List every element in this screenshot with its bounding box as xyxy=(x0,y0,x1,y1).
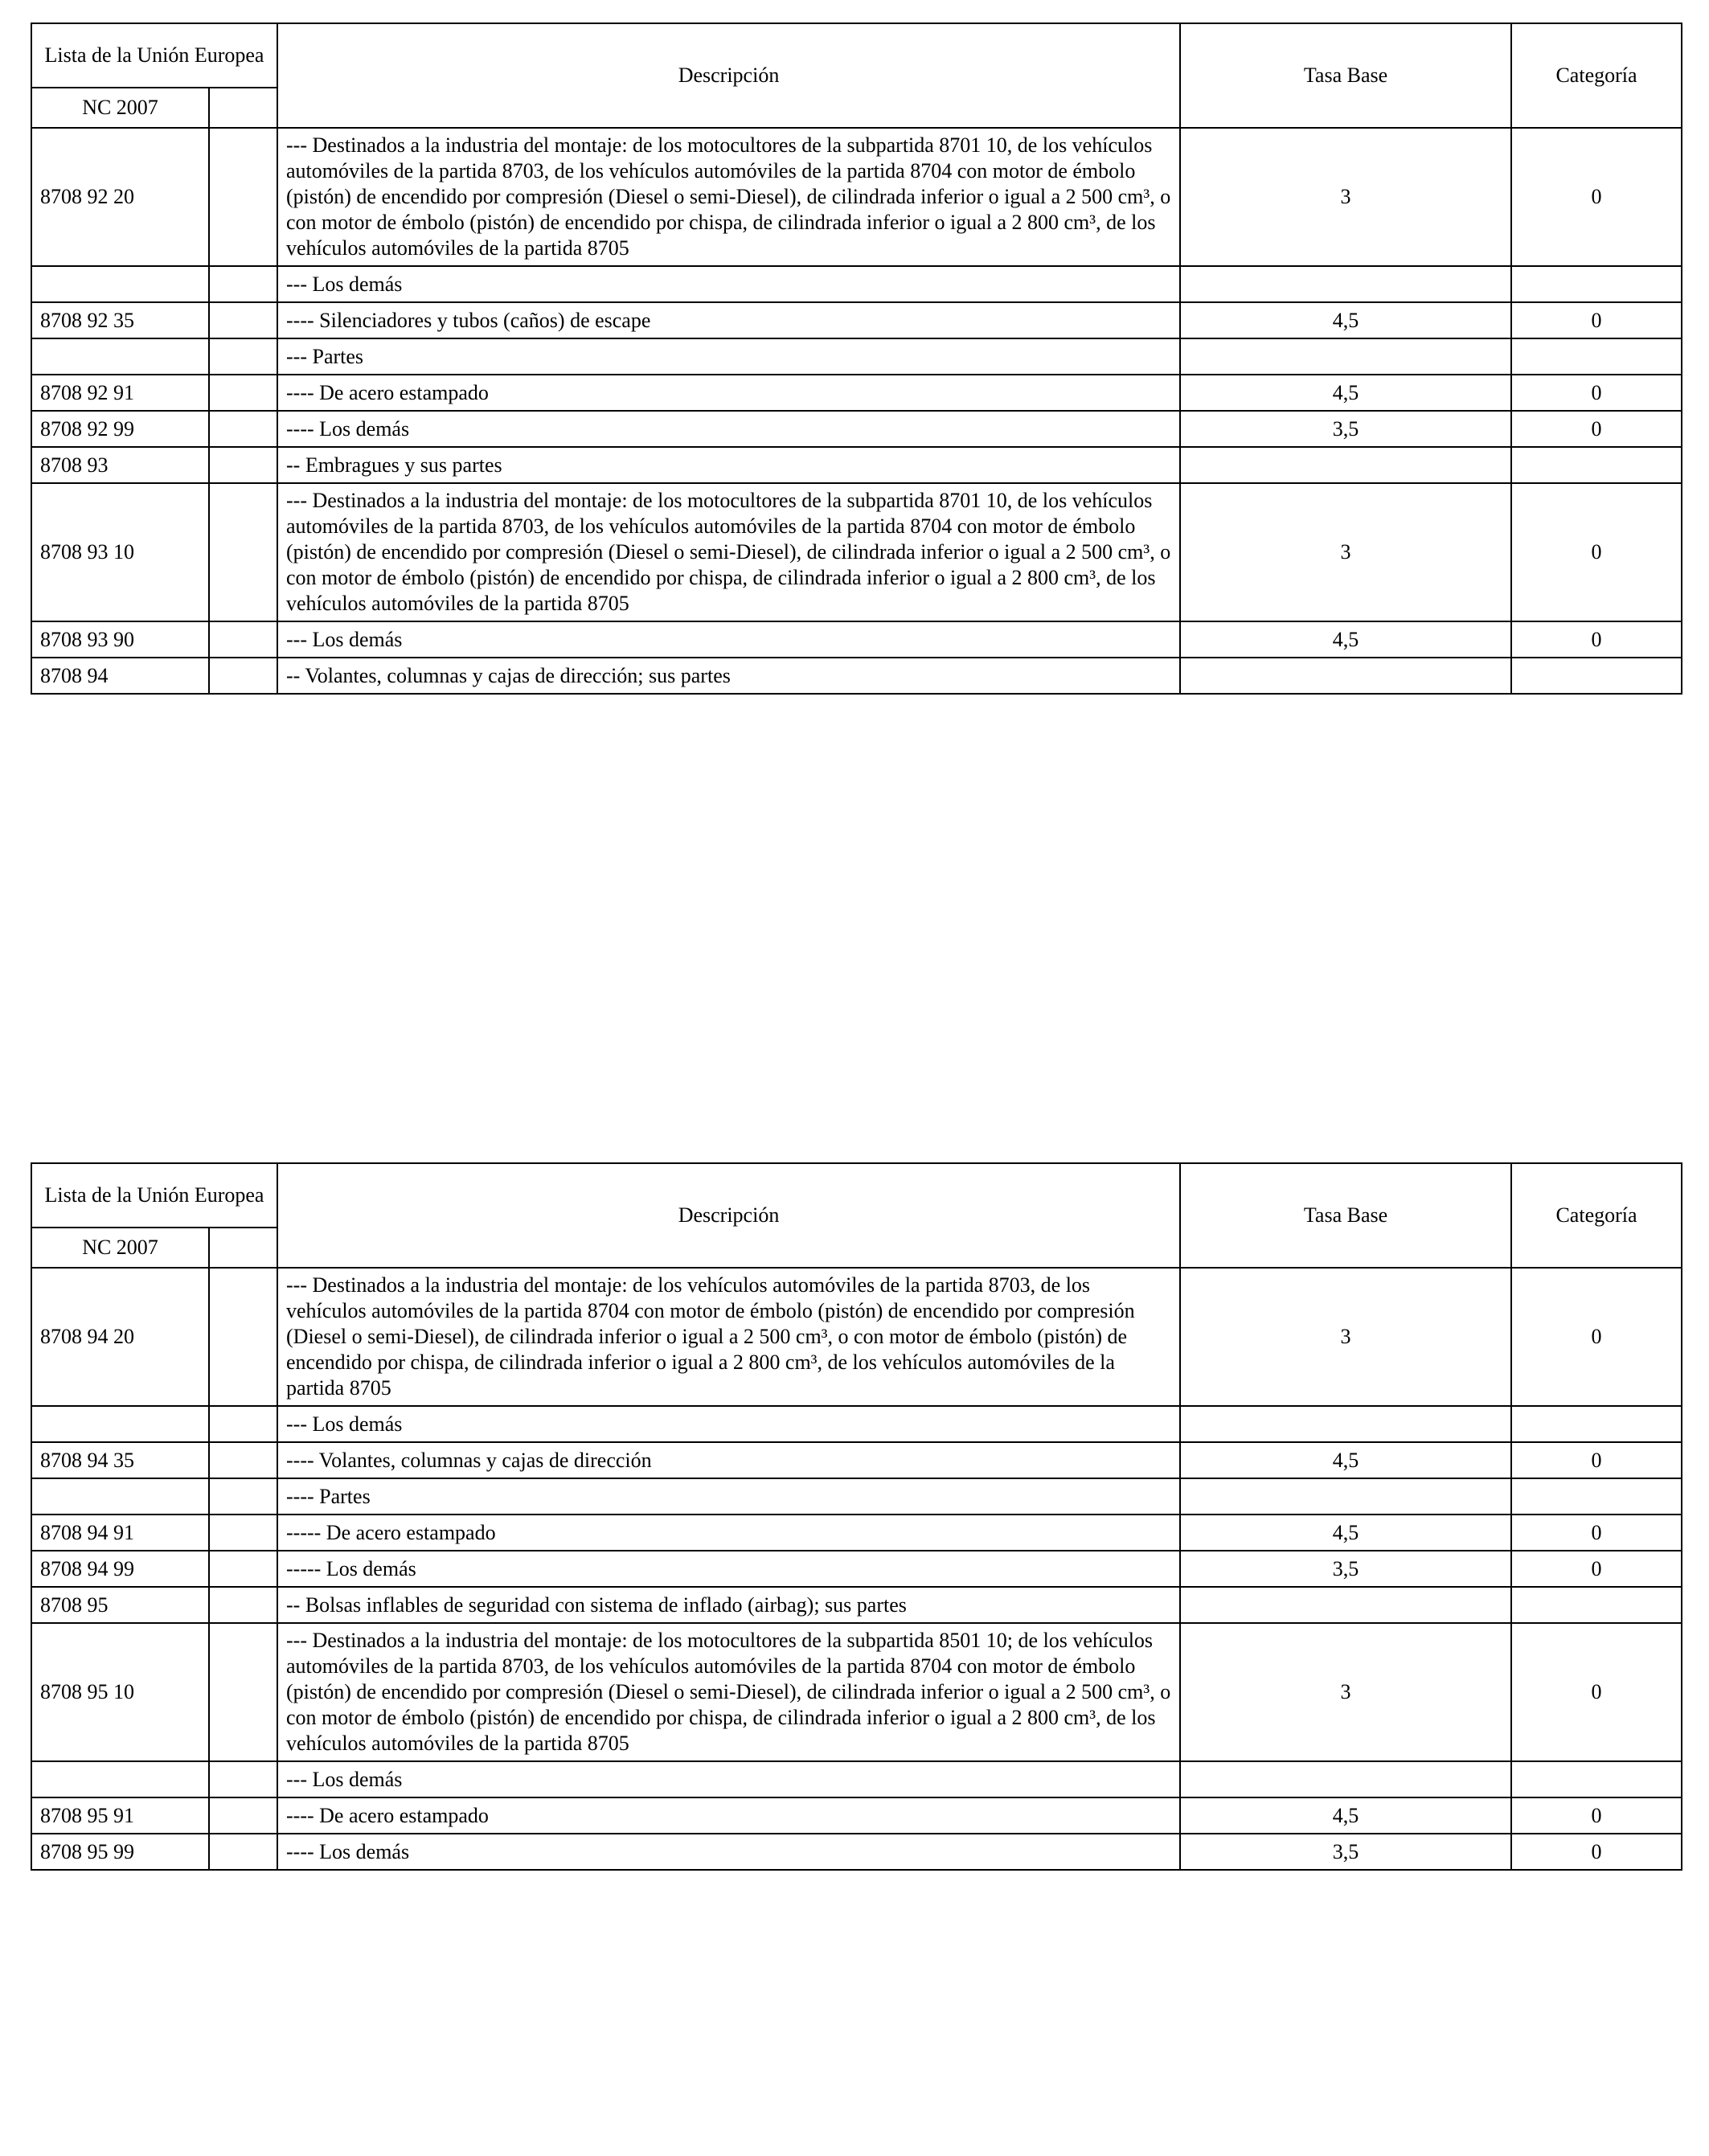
base-rate: 3,5 xyxy=(1180,1551,1511,1587)
nc-code: 8708 92 91 xyxy=(31,375,209,411)
nc-code xyxy=(31,1478,209,1515)
blank-cell xyxy=(209,1761,277,1797)
blank-cell xyxy=(209,658,277,694)
table-row xyxy=(31,375,1682,411)
table-row xyxy=(31,1478,1682,1515)
description: ---- Volantes, columnas y cajas de dirección xyxy=(277,1442,1180,1478)
blank-cell xyxy=(209,483,277,621)
description-header: Descripción xyxy=(277,1163,1180,1268)
blank-cell xyxy=(209,447,277,483)
description: --- Los demás xyxy=(277,621,1180,658)
blank-header-cell xyxy=(209,88,277,128)
base-rate: 3,5 xyxy=(1180,1834,1511,1870)
category xyxy=(1511,658,1682,694)
description: ----- Los demás xyxy=(277,1551,1180,1587)
description: ---- De acero estampado xyxy=(277,375,1180,411)
eu-list-header: Lista de la Unión Europea xyxy=(31,23,277,88)
table-row xyxy=(31,1551,1682,1587)
table-row xyxy=(31,1406,1682,1442)
category: 0 xyxy=(1511,1551,1682,1587)
blank-cell xyxy=(209,302,277,338)
eu-list-header: Lista de la Unión Europea xyxy=(31,1163,277,1228)
category-header: Categoría xyxy=(1511,23,1682,128)
category: 0 xyxy=(1511,302,1682,338)
base-rate: 4,5 xyxy=(1180,1515,1511,1551)
table-row xyxy=(31,621,1682,658)
base-rate: 3,5 xyxy=(1180,411,1511,447)
nc-code: 8708 94 99 xyxy=(31,1551,209,1587)
nc-code: 8708 93 xyxy=(31,447,209,483)
blank-cell xyxy=(209,375,277,411)
base-rate xyxy=(1180,447,1511,483)
blank-cell xyxy=(209,1551,277,1587)
blank-cell xyxy=(209,1268,277,1406)
description: --- Partes xyxy=(277,338,1180,375)
table-row xyxy=(31,302,1682,338)
description: --- Destinados a la industria del montaje: de los vehículos automóviles de la partida 8703, de los vehículos automóviles de la partida 8704 con motor de émbolo (pistón) de encendido por compresión (Diesel o semi-Diesel), de cilindrada inferior o igual a 2 500 cm³, o con motor de émbolo (pistón) de encendido por chispa, de cilindrada inferior o igual a 2 800 cm³, de los vehículos automóviles de la partida 8705 xyxy=(277,1268,1180,1406)
nc-code: 8708 92 99 xyxy=(31,411,209,447)
description: ---- Silenciadores y tubos (caños) de escape xyxy=(277,302,1180,338)
description: -- Volantes, columnas y cajas de dirección; sus partes xyxy=(277,658,1180,694)
base-rate: 4,5 xyxy=(1180,621,1511,658)
category xyxy=(1511,447,1682,483)
nc-code xyxy=(31,338,209,375)
base-rate-header: Tasa Base xyxy=(1180,1163,1511,1268)
category xyxy=(1511,1761,1682,1797)
blank-header-cell xyxy=(209,1228,277,1268)
description-header: Descripción xyxy=(277,23,1180,128)
category: 0 xyxy=(1511,1834,1682,1870)
tariff-table-2 xyxy=(31,1162,1682,1871)
nc-code: 8708 94 91 xyxy=(31,1515,209,1551)
blank-cell xyxy=(209,1797,277,1834)
table-body xyxy=(31,128,1682,694)
table-row xyxy=(31,483,1682,621)
category: 0 xyxy=(1511,1442,1682,1478)
description: -- Embragues y sus partes xyxy=(277,447,1180,483)
nc-code: 8708 93 90 xyxy=(31,621,209,658)
blank-cell xyxy=(209,1834,277,1870)
table-header xyxy=(31,23,1682,128)
base-rate xyxy=(1180,338,1511,375)
category: 0 xyxy=(1511,375,1682,411)
base-rate: 3 xyxy=(1180,483,1511,621)
description: -- Bolsas inflables de seguridad con sistema de inflado (airbag); sus partes xyxy=(277,1587,1180,1623)
nc-2007-header: NC 2007 xyxy=(31,88,209,128)
base-rate: 4,5 xyxy=(1180,375,1511,411)
category xyxy=(1511,338,1682,375)
category: 0 xyxy=(1511,621,1682,658)
description: ---- Los demás xyxy=(277,1834,1180,1870)
table-body xyxy=(31,1268,1682,1870)
nc-code xyxy=(31,1406,209,1442)
blank-cell xyxy=(209,128,277,266)
category: 0 xyxy=(1511,1515,1682,1551)
nc-code xyxy=(31,266,209,302)
description: ---- De acero estampado xyxy=(277,1797,1180,1834)
category: 0 xyxy=(1511,483,1682,621)
description: --- Los demás xyxy=(277,266,1180,302)
blank-cell xyxy=(209,1478,277,1515)
category: 0 xyxy=(1511,1797,1682,1834)
table-row xyxy=(31,1623,1682,1761)
table-row xyxy=(31,128,1682,266)
nc-code: 8708 95 91 xyxy=(31,1797,209,1834)
base-rate xyxy=(1180,1406,1511,1442)
table-row xyxy=(31,411,1682,447)
category: 0 xyxy=(1511,411,1682,447)
table-row xyxy=(31,658,1682,694)
description: --- Los demás xyxy=(277,1761,1180,1797)
base-rate: 3 xyxy=(1180,1623,1511,1761)
description: --- Destinados a la industria del montaje: de los motocultores de la subpartida 8701 10, de los vehículos automóviles de la partida 8703, de los vehículos automóviles de la partida 8704 con motor de émbolo (pistón) de encendido por compresión (Diesel o semi-Diesel), de cilindrada inferior o igual a 2 500 cm³, o con motor de émbolo (pistón) de encendido por chispa, de cilindrada inferior o igual a 2 800 cm³, de los vehículos automóviles de la partida 8705 xyxy=(277,483,1180,621)
blank-cell xyxy=(209,411,277,447)
table-row xyxy=(31,447,1682,483)
nc-code xyxy=(31,1761,209,1797)
base-rate: 4,5 xyxy=(1180,302,1511,338)
nc-code: 8708 95 10 xyxy=(31,1623,209,1761)
table-row xyxy=(31,1442,1682,1478)
table-row xyxy=(31,1515,1682,1551)
description: ---- Los demás xyxy=(277,411,1180,447)
base-rate xyxy=(1180,1587,1511,1623)
category: 0 xyxy=(1511,128,1682,266)
category xyxy=(1511,266,1682,302)
table-row xyxy=(31,338,1682,375)
nc-code: 8708 95 99 xyxy=(31,1834,209,1870)
table-row xyxy=(31,266,1682,302)
base-rate: 3 xyxy=(1180,1268,1511,1406)
blank-cell xyxy=(209,1587,277,1623)
blank-cell xyxy=(209,1515,277,1551)
category: 0 xyxy=(1511,1268,1682,1406)
base-rate: 4,5 xyxy=(1180,1442,1511,1478)
nc-code: 8708 92 35 xyxy=(31,302,209,338)
base-rate xyxy=(1180,658,1511,694)
base-rate xyxy=(1180,266,1511,302)
nc-2007-header: NC 2007 xyxy=(31,1228,209,1268)
description: --- Los demás xyxy=(277,1406,1180,1442)
nc-code: 8708 94 xyxy=(31,658,209,694)
base-rate: 4,5 xyxy=(1180,1797,1511,1834)
category xyxy=(1511,1478,1682,1515)
description: ---- Partes xyxy=(277,1478,1180,1515)
description: --- Destinados a la industria del montaje: de los motocultores de la subpartida 8701 10, de los vehículos automóviles de la partida 8703, de los vehículos automóviles de la partida 8704 con motor de émbolo (pistón) de encendido por compresión (Diesel o semi-Diesel), de cilindrada inferior o igual a 2 500 cm³, o con motor de émbolo (pistón) de encendido por chispa, de cilindrada inferior o igual a 2 800 cm³, de los vehículos automóviles de la partida 8705 xyxy=(277,128,1180,266)
table-header xyxy=(31,1163,1682,1268)
description: ----- De acero estampado xyxy=(277,1515,1180,1551)
category: 0 xyxy=(1511,1623,1682,1761)
base-rate-header: Tasa Base xyxy=(1180,23,1511,128)
description: --- Destinados a la industria del montaje: de los motocultores de la subpartida 8501 10; de los vehículos automóviles de la partida 8703, de los vehículos automóviles de la partida 8704 con motor de émbolo (pistón) de encendido por compresión (Diesel o semi-Diesel), de cilindrada inferior o igual a 2 500 cm³, o con motor de émbolo (pistón) de encendido por chispa, de cilindrada inferior o igual a 2 800 cm³, de los vehículos automóviles de la partida 8705 xyxy=(277,1623,1180,1761)
base-rate: 3 xyxy=(1180,128,1511,266)
table-row xyxy=(31,1834,1682,1870)
table-row xyxy=(31,1797,1682,1834)
table-row xyxy=(31,1268,1682,1406)
category-header: Categoría xyxy=(1511,1163,1682,1268)
nc-code: 8708 94 35 xyxy=(31,1442,209,1478)
base-rate xyxy=(1180,1478,1511,1515)
nc-code: 8708 95 xyxy=(31,1587,209,1623)
blank-cell xyxy=(209,621,277,658)
nc-code: 8708 93 10 xyxy=(31,483,209,621)
category xyxy=(1511,1406,1682,1442)
blank-cell xyxy=(209,338,277,375)
blank-cell xyxy=(209,1442,277,1478)
blank-cell xyxy=(209,1406,277,1442)
tariff-table-1 xyxy=(31,23,1682,695)
base-rate xyxy=(1180,1761,1511,1797)
blank-cell xyxy=(209,1623,277,1761)
blank-cell xyxy=(209,266,277,302)
nc-code: 8708 94 20 xyxy=(31,1268,209,1406)
table-row xyxy=(31,1587,1682,1623)
nc-code: 8708 92 20 xyxy=(31,128,209,266)
category xyxy=(1511,1587,1682,1623)
table-row xyxy=(31,1761,1682,1797)
